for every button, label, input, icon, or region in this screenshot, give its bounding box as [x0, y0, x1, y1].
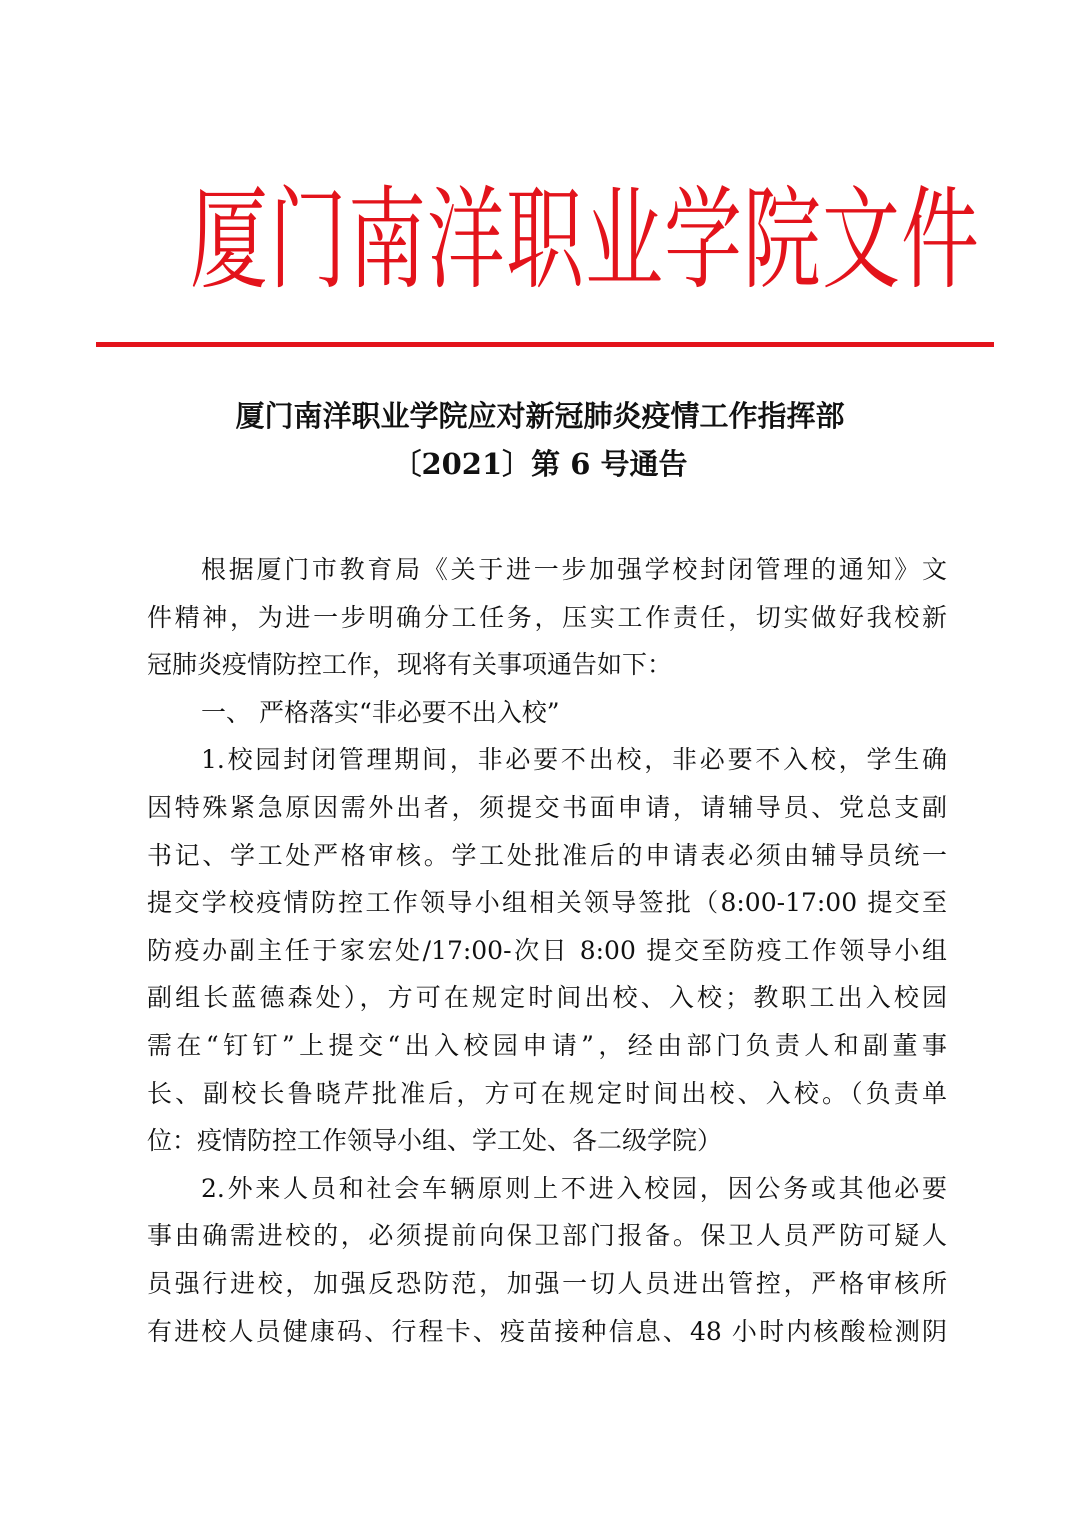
text-line: 一、 严格落实“非必要不出入校”: [201, 697, 560, 727]
text-line: 冠肺炎疫情防控工作，现将有关事项通告如下：: [147, 650, 673, 680]
item-2-paragraph: [147, 1165, 947, 1355]
text-line: 员强行进校，加强反恐防范，加强一切人员进出管控，严格审核所: [147, 1268, 947, 1298]
text-line: 因特殊紧急原因需外出者，须提交书面申请，请辅导员、党总支副: [147, 792, 947, 822]
text-line: 2.外来人员和社会车辆原则上不进入校园，因公务或其他必要: [201, 1173, 947, 1203]
document-header-title: 厦门南洋职业学院文件: [190, 177, 981, 305]
section-heading: [147, 689, 947, 737]
header-red-rule: [96, 342, 994, 347]
text-line: 需在“钉钉”上提交“出入校园申请”，经由部门负责人和副董事: [147, 1030, 947, 1060]
text-line: 根据厦门市教育局《关于进一步加强学校封闭管理的通知》文: [201, 555, 947, 584]
text-line: 件精神，为进一步明确分工任务，压实工作责任，切实做好我校新: [147, 602, 947, 632]
text-line: 有进校人员健康码、行程卡、疫苗接种信息、48 小时内核酸检测阴: [147, 1316, 947, 1346]
text-line: 书记、学工处严格审核。学工处批准后的申请表必须由辅导员统一: [147, 840, 947, 870]
notice-title: 厦门南洋职业学院应对新冠肺炎疫情工作指挥部: [235, 399, 845, 433]
text-line: 长、副校长鲁晓芹批准后，方可在规定时间出校、入校。（负责单: [147, 1078, 947, 1108]
intro-paragraph: [147, 546, 947, 689]
text-line: 防疫办副主任于家宏处/17:00-次日 8:00 提交至防疫工作领导小组: [147, 935, 947, 965]
item-1-paragraph: [147, 736, 947, 1164]
text-line: 位：疫情防控工作领导小组、学工处、各二级学院）: [147, 1126, 723, 1156]
text-line: 1.校园封闭管理期间，非必要不出校，非必要不入校，学生确: [201, 745, 947, 775]
notice-number: 〔2021〕第 6 号通告: [392, 447, 688, 481]
text-line: 事由确需进校的，必须提前向保卫部门报备。保卫人员严防可疑人: [147, 1221, 947, 1251]
document-body: [147, 546, 947, 1355]
text-line: 副组长蓝德森处），方可在规定时间出校、入校；教职工出入校园: [147, 983, 947, 1013]
text-line: 提交学校疫情防控工作领导小组相关领导签批（8:00-17:00 提交至: [147, 888, 947, 918]
